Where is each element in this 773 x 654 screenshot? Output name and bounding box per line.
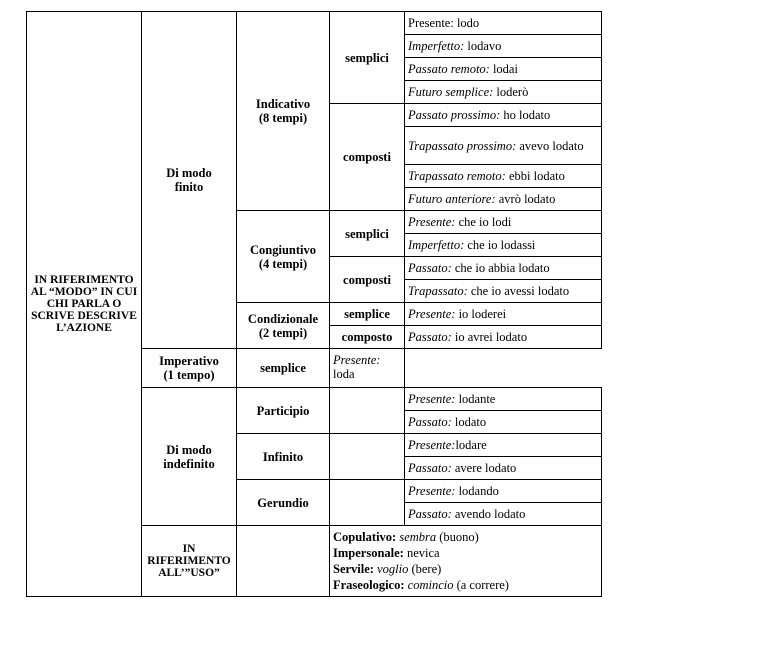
mode-congiuntivo: Congiuntivo (4 tempi) — [237, 211, 330, 303]
uso-item-impersonale: Impersonale: nevica — [333, 546, 440, 560]
mode-gerundio: Gerundio — [237, 480, 330, 526]
uso-item-fraseologico: Fraseologico: comincio (a correre) — [333, 578, 509, 592]
infinito-empty-cell — [330, 434, 405, 480]
participio-empty-cell — [330, 388, 405, 434]
tense-row: Passato: avere lodato — [405, 457, 602, 480]
tense-row: Futuro semplice: loderò — [405, 81, 602, 104]
tense-row: Futuro anteriore: avrò lodato — [405, 188, 602, 211]
verb-modes-table — [26, 11, 602, 597]
tense-row: Trapassato remoto: ebbi lodato — [405, 165, 602, 188]
group-modo-finito: Di modo finito — [142, 12, 237, 349]
mode-imperativo: Imperativo (1 tempo) — [142, 349, 237, 388]
tense-row: Passato: lodato — [405, 411, 602, 434]
mode-infinito: Infinito — [237, 434, 330, 480]
uso-item-copulativo: Copulativo: sembra (buono) — [333, 530, 479, 544]
condizionale-semplice-label: semplice — [330, 303, 405, 326]
congiuntivo-semplici-label: semplici — [330, 211, 405, 257]
tense-row: Trapassato prossimo: avevo lodato — [405, 127, 602, 165]
tense-row: Presente: loda — [330, 349, 405, 388]
tense-row: Presente:lodare — [405, 434, 602, 457]
tense-row: Passato remoto: lodai — [405, 58, 602, 81]
mode-indicativo: Indicativo (8 tempi) — [237, 12, 330, 211]
mode-participio: Participio — [237, 388, 330, 434]
tense-row: Imperfetto: che io lodassi — [405, 234, 602, 257]
tense-row: Imperfetto: lodavo — [405, 35, 602, 58]
tense-row: Presente: io loderei — [405, 303, 602, 326]
mode-condizionale: Condizionale (2 tempi) — [237, 303, 330, 349]
group-modo-indefinito: Di modo indefinito — [142, 388, 237, 526]
uso-item-servile: Servile: voglio (bere) — [333, 562, 442, 576]
tense-row: Trapassato: che io avessi lodato — [405, 280, 602, 303]
category-modo: IN RIFERIMENTO AL “MODO” IN CUI CHI PARLA O SCRIVE DESCRIVE L’AZIONE — [27, 12, 142, 597]
imperativo-semplice-label: semplice — [237, 349, 330, 388]
tense-row: Presente: che io lodi — [405, 211, 602, 234]
tense-row: Passato prossimo: ho lodato — [405, 104, 602, 127]
gerundio-empty-cell — [330, 480, 405, 526]
congiuntivo-composti-label: composti — [330, 257, 405, 303]
category-uso: IN RIFERIMENTO ALL’”USO” — [142, 526, 237, 597]
tense-row: Presente: lodando — [405, 480, 602, 503]
indicativo-composti-label: composti — [330, 104, 405, 211]
indicativo-semplici-label: semplici — [330, 12, 405, 104]
tense-row: Passato: io avrei lodato — [405, 326, 602, 349]
tense-row: Presente: lodo — [405, 12, 602, 35]
uso-list — [330, 526, 602, 597]
uso-empty-cell — [237, 526, 330, 597]
tense-row: Passato: che io abbia lodato — [405, 257, 602, 280]
tense-row: Passato: avendo lodato — [405, 503, 602, 526]
condizionale-composto-label: composto — [330, 326, 405, 349]
tense-row: Presente: lodante — [405, 388, 602, 411]
